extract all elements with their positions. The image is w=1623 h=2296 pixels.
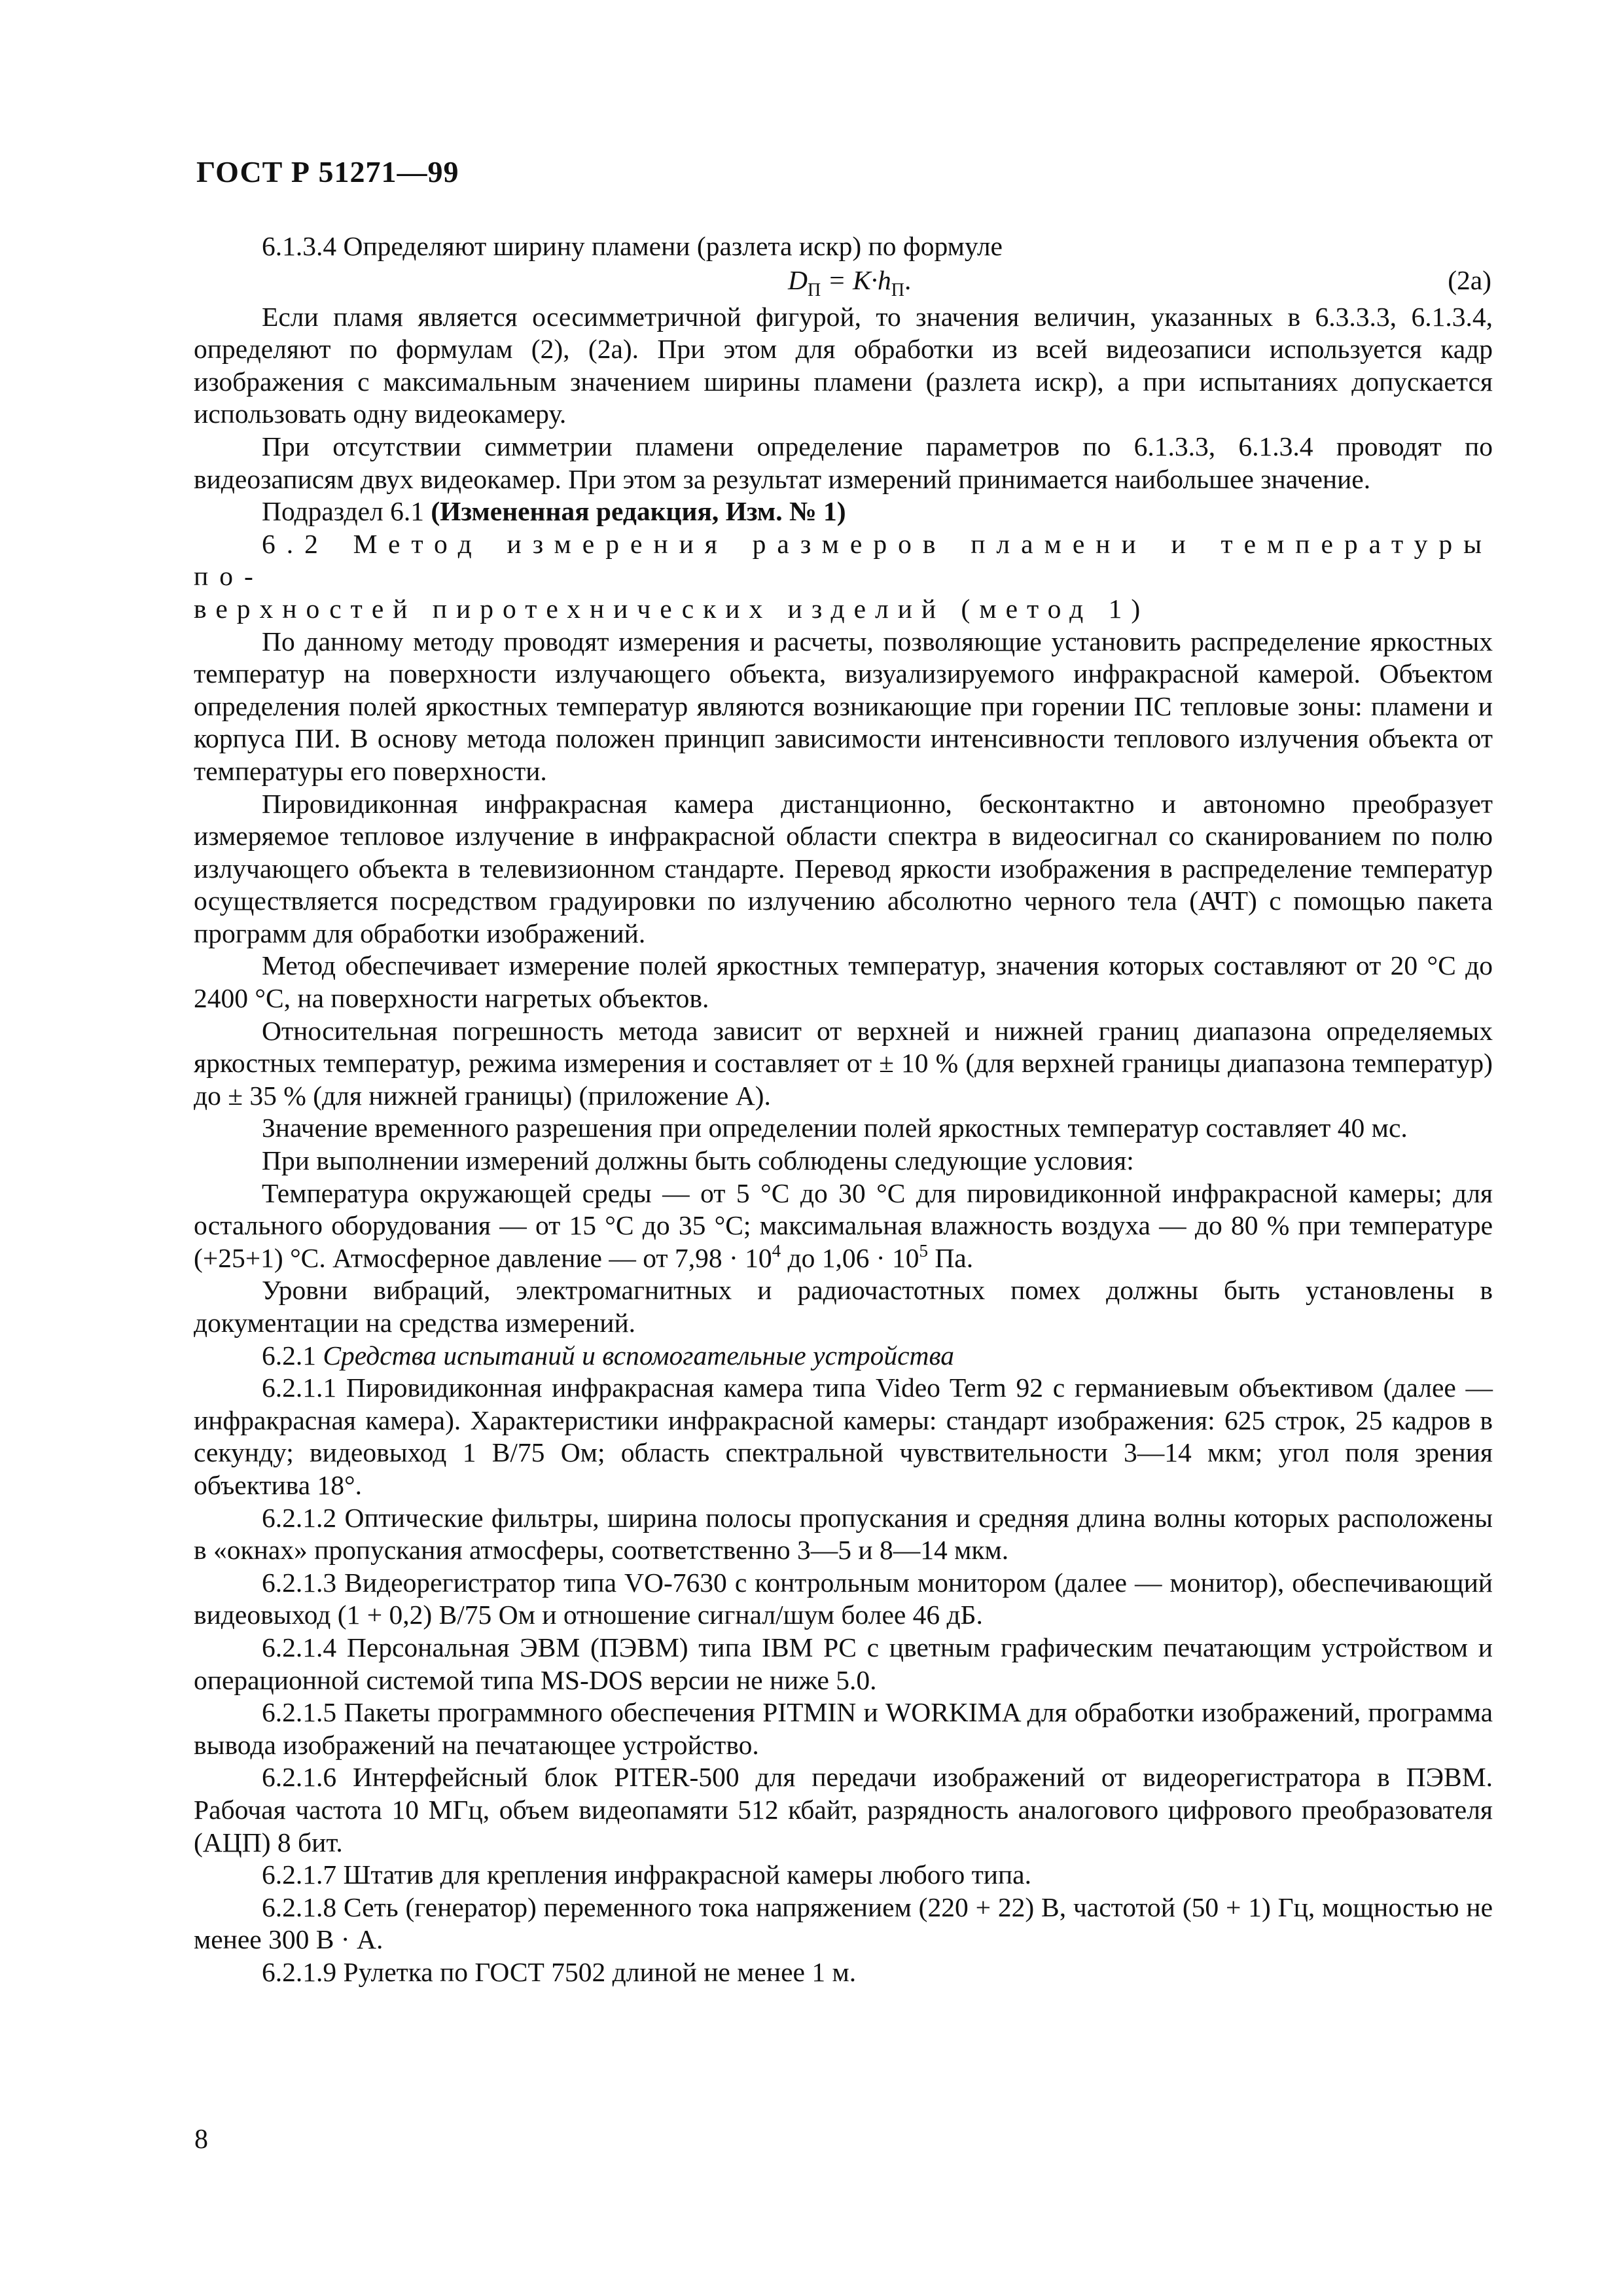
paragraph-6213: 6.2.1.3 Видеорегистратор типа VO-7630 с контрольным монитором (далее — монитор), обеспечивающий видеовыход (1 + 0,2) В/75 Ом и отношение сигнал/шум более 46 дБ. (194, 1567, 1493, 1630)
paragraph-range: Метод обеспечивает измерение полей яркостных температур, значения которых составляют от 20 °С до 2400 °С, на поверхности нагретых объектов. (194, 950, 1493, 1014)
paragraph-temperature: Температура окружающей среды — от 5 °С до 30 °С для пировидиконной инфракрасной камеры; для остального оборудования — от 15 °С до 35 °С; максимальная влажность воздуха — до 80 % при температуре (+25+1) °С. Атмосферное давление — от $7,98 \cdot 10^4$ до $1,06 \cdot 10^5$ Па. (194, 1177, 1493, 1273)
paragraph-6217: 6.2.1.7 Штатив для крепления инфракрасной камеры любого типа. (262, 1859, 1031, 1890)
document-header: ГОСТ Р 51271—99 (196, 155, 459, 188)
paragraph-6211: 6.2.1.1 Пировидиконная инфракрасная камера типа Video Term 92 с германиевым объективом (далее — инфракрасная камера). Характеристики инфракрасной камеры: стандарт изображения: 625 строк, 25 кадров в секунду; видеовыход 1 В/75 Ом; область спектральной чувствительности 3—14 мкм; угол поля зрения объектива 18°. (194, 1372, 1493, 1500)
paragraph-6219: 6.2.1.9 Рулетка по ГОСТ 7502 длиной не менее 1 м. (262, 1956, 857, 1987)
section-62-title-line2: верхностей пиротехнических изделий (метод 1) (194, 593, 1150, 624)
paragraph-no-symmetry: При отсутствии симметрии пламени определение параметров по 6.1.3.3, 6.1.3.4 проводят по видеозаписям двух видеокамер. При этом за результат измерений принимается наибольшее значение. (194, 431, 1493, 494)
paragraph-conditions-intro: При выполнении измерений должны быть соблюдены следующие условия: (262, 1145, 1134, 1176)
paragraph-axisymmetric: Если пламя является осесимметричной фигурой, то значения величин, указанных в 6.3.3.3, 6.1.3.4, определяют по формулам (2), (2а). При этом для обработки из всей видеозаписи используется кадр изображения с максимальным значением ширины пламени (разлета искр), а при испытаниях допускается использовать одну видеокамеру. (194, 301, 1493, 429)
paragraph-6214: 6.2.1.4 Персональная ЭВМ (ПЭВМ) типа IBM PC с цветным графическим печатающим устройством и операционной системой типа MS-DOS версии не ниже 5.0. (194, 1632, 1493, 1695)
formula-expression: $D_П = K\cdot h_П$. (788, 264, 912, 300)
section-62-title-line1: 6.2 Метод измерения размеров пламени и температуры по- (194, 528, 1493, 592)
paragraph-6216: 6.2.1.6 Интерфейсный блок PITER-500 для передачи изображений от видеорегистратора в ПЭВМ. Рабочая частота 10 МГц, объем видеопамяти 512 кбайт, разрядность аналогового цифрового преобразователя (АЦП) 8 бит. (194, 1762, 1493, 1857)
paragraph-6134: 6.1.3.4 Определяют ширину пламени (разлета искр) по формуле (262, 231, 1003, 261)
paragraph-pyrovidicon: Пировидиконная инфракрасная камера дистанционно, бесконтактно и автономно преобразует измеряемое тепловое излучение в инфракрасной области спектра в видеосигнал со сканированием по полю излучающего объекта в телевизионном стандарте. Перевод яркости изображения в распределение температур осуществляется посредством градуировки по излучению абсолютно черного тела (АЧТ) с помощью пакета программ для обработки изображений. (194, 788, 1493, 948)
amendment-note: (Измененная редакция, Изм. № 1) (431, 496, 846, 527)
page-body (194, 230, 1493, 1988)
formula-number: (2а) (1448, 264, 1491, 295)
paragraph-6215: 6.2.1.5 Пакеты программного обеспечения PITMIN и WORKIMA для обработки изображений, программа вывода изображений на печатающее устройство. (194, 1697, 1493, 1760)
formula-2a (194, 263, 1493, 301)
paragraph-error: Относительная погрешность метода зависит от верхней и нижней границ диапазона определяемых яркостных температур, режима измерения и составляет от ± 10 % (для верхней границы диапазона температур) до ± 35 % (для нижней границы) (приложение А). (194, 1015, 1493, 1111)
paragraph-time-resolution: Значение временного разрешения при определении полей яркостных температур составляет 40 мс. (262, 1113, 1408, 1143)
subsection-621-title: 6.2.1 Средства испытаний и вспомогательные устройства (262, 1340, 955, 1371)
paragraph-vibration: Уровни вибраций, электромагнитных и радиочастотных помех должны быть установлены в документации на средства измерений. (194, 1275, 1493, 1338)
paragraph-subsection-61-note: Подраздел 6.1 (Измененная редакция, Изм. № 1) (262, 496, 846, 527)
paragraph-method: По данному методу проводят измерения и расчеты, позволяющие установить распределение яркостных температур на поверхности излучающего объекта, визуализируемого инфракрасной камерой. Объектом определения полей яркостных температур являются возникающие при горении ПС тепловые зоны: пламени и корпуса ПИ. В основу метода положен принцип зависимости интенсивности теплового излучения объекта от температуры его поверхности. (194, 626, 1493, 786)
paragraph-6218: 6.2.1.8 Сеть (генератор) переменного тока напряжением (220 + 22) В, частотой (50 + 1) Гц, мощностью не менее 300 В · А. (194, 1892, 1493, 1955)
page-number: 8 (194, 2125, 208, 2155)
paragraph-6212: 6.2.1.2 Оптические фильтры, ширина полосы пропускания и средняя длина волны которых расположены в «окнах» пропускания атмосферы, соответственно 3—5 и 8—14 мкм. (194, 1502, 1493, 1566)
